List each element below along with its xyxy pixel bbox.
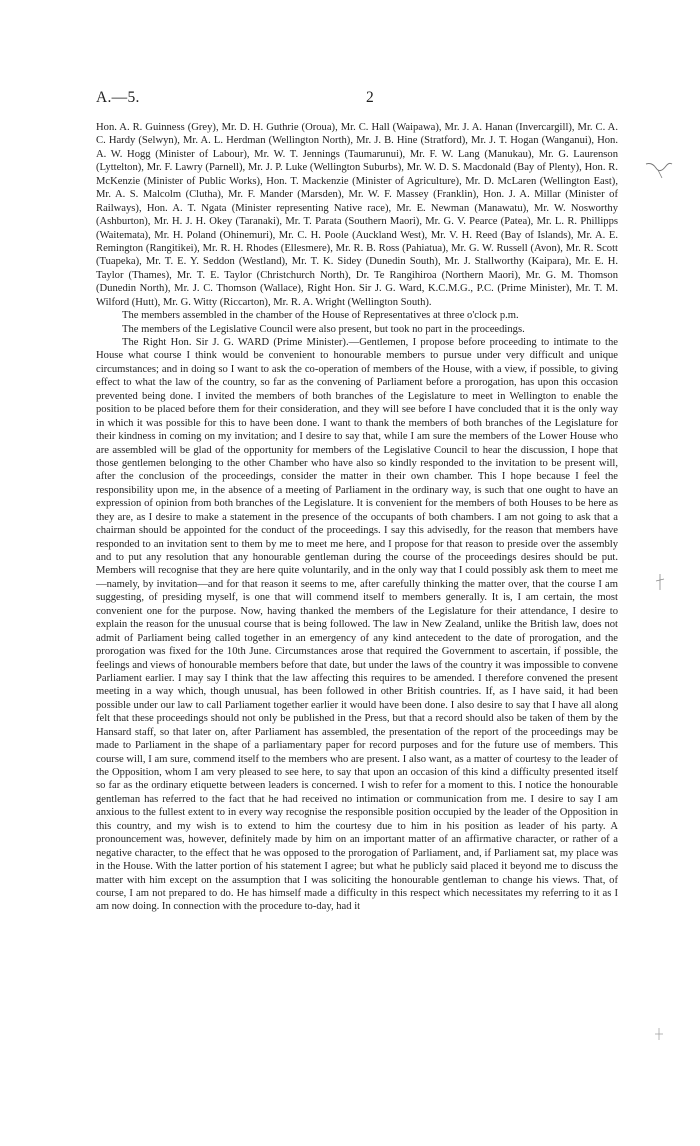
prime-minister-speech-paragraph: The Right Hon. Sir J. G. WARD (Prime Minister).—Gentlemen, I propose before proceeding to intimate to the House what course I think would be convenient to honourable members to pursue under very difficult and unique circumstances; and in doing so I want to ask the co-operation of members of the House, with a view, if possible, to giving effect to what the law of the country, so far as the convening of Parliament before a prorogation, has upon this occasion prevented being done. I invited the members of both branches of the Legislature to meet in Wellington to enable the position to be placed before them for their consideration, and they will see before I have concluded that it is the only way in which it was possible for this to have been done. I want to thank the members of both branches of the Legislature for their kindness in coming on my invitation; and I desire to say that, while I am sure the members of the Lower House who are assembled will be glad of the opportunity for members of the Legislative Council to hear the discussion, I hope that those gentlemen belonging to the other Chamber who have also so kindly responded to the invitation to be present will, after the conclusion of the proceedings, consider the matter in their own chamber. This I hope because I feel the responsibility upon me, in the absence of a meeting of Parliament in the ordinary way, is such that one ought to have an expression of opinion from both branches of the Legislature. It is convenient for the members of both Houses to be here as they are, as I desire to make a statement in the presence of the occupants of both chambers. I am not going to ask that a chairman should be appointed for the conduct of the proceedings. I say this advisedly, for the reason that members have responded to an invitation sent to them by me to meet me here, and I propose for that reason to preside over the assembly and to put any resolution that any honourable gentleman during the course of the proceedings desires should be put. Members will recognise that they are here quite voluntarily, and in the only way that I could possibly ask them to meet me—namely, by invitation—and for that reason it seems to me, after carefully thinking the matter over, that the course I am suggesting, of presiding myself, is one that will commend itself to members generally. It is, I am certain, the most convenient one for the purpose. Now, having thanked the members of the Legislature for their attendance, I desire to explain the reason for the unusual course that is being followed. The law in New Zealand, unlike the British law, does not admit of Parliament being called together in an emergency of any kind antecedent to the date of prorogation, and the prorogation was fixed for the 10th June. Circumstances arose that required the Government to ascertain, if possible, the feelings and views of honourable members before that date, but under the laws of the country it was impossible to convene Parliament earlier. I may say I think that the law affecting this requires to be amended. I therefore convened the present meeting in a way which, though unusual, has been followed in other British countries. If, as I have said, it had been possible under our law to call Parliament together earlier it would have been done. I also desire to say that I have all along felt that these proceedings should not only be published in the Press, but that a record should also be taken of them by the Hansard staff, so that later on, after Parliament has assembled, the presentation of the report of the proceedings may be made to Parliament in the shape of a parliamentary paper for record purposes and for the future use of members. This course will, I am sure, commend itself to the members who are present. I also want, as a matter of courtesy to the leader of the Opposition, whom I am very pleased to see here, to say that upon an occasion of this kind a difficulty presented itself so far as the ordinary etiquette between leaders is concerned. I wish to refer for a moment to this. I notice the honourable gentleman has referred to the fact that he had received no intimation or communication from me. I desire to say I am anxious to the fullest extent to in every way recognise the responsible position occupied by the leader of the Opposition in this country, and my wish is to extend to him the courtesy due to him in his position as leader of his party. A pronouncement was, however, definitely made by him on an important matter of an affirmative character, or rather of a negative character, to the effect that he was opposed to the prorogation of Parliament, and, if Parliament sat, my place was in the House. With the latter portion of his statement I agree; but what he publicly said placed it beyond me to discuss the matter with him except on the assumption that I was soliciting the honourable gentleman to change his views. That, of course, I am not prepared to do. He has himself made a difficulty in this respect which necessitates my referring to it as I am now doing. In connection with the procedure to-day, had it (96, 337, 618, 913)
margin-pencil-mark (644, 158, 674, 180)
members-list-paragraph: Hon. A. R. Guinness (Grey), Mr. D. H. Guthrie (Oroua), Mr. C. Hall (Waipawa), Mr. J. A. Hanan (Invercargill), Mr. C. A. C. Hardy (Selwyn), Mr. A. L. Herdman (Wellington North), Mr. J. B. Hine (Stratford), Mr. J. T. Hogan (Wanganui), Hon. A. W. Hogg (Minister of Labour), Mr. W. T. Jennings (Taumarunui), Mr. F. W. Lang (Manukau), Mr. G. Laurenson (Lyttelton), Mr. F. Lawry (Parnell), Mr. J. P. Luke (Wellington Suburbs), Mr. W. D. S. Macdonald (Bay of Plenty), Hon. R. McKenzie (Minister of Public Works), Hon. T. Mackenzie (Minister of Agriculture), Mr. D. McLaren (Wellington East), Mr. A. S. Malcolm (Clutha), Mr. F. Mander (Marsden), Mr. W. F. Massey (Franklin), Hon. J. A. Millar (Minister of Railways), Hon. A. T. Ngata (Minister representing Native race), Mr. E. Newman (Manawatu), Mr. W. Nosworthy (Ashburton), Mr. H. J. H. Okey (Taranaki), Mr. T. Parata (Southern Maori), Mr. G. V. Pearce (Patea), Mr. L. R. Phillipps (Waitemata), Mr. H. Poland (Ohinemuri), Mr. C. H. Poole (Auckland West), Mr. V. H. Reed (Bay of Islands), Mr. A. E. Remington (Rangitikei), Mr. R. H. Rhodes (Ellesmere), Mr. R. B. Ross (Pahiatua), Mr. G. W. Russell (Avon), Mr. R. Scott (Tuapeka), Mr. T. E. Y. Seddon (Westland), Mr. T. K. Sidey (Dunedin South), Mr. J. Stallworthy (Kaipara), Mr. E. H. Taylor (Thames), Mr. T. E. Taylor (Christchurch North), Dr. Te Rangihiroa (Northern Maori), Mr. G. M. Thomson (Dunedin North), Mr. J. C. Thomson (Wallace), Right Hon. Sir J. G. Ward, K.C.M.G., P.C. (Prime Minister), Mr. T. M. Wilford (Hutt), Mr. G. Witty (Riccarton), Mr. R. A. Wright (Wellington South). (96, 122, 618, 308)
body-text (96, 121, 618, 914)
page-number: 2 (366, 89, 374, 106)
assembly-paragraph: The members assembled in the chamber of the House of Representatives at three o'clock p.m. (122, 310, 519, 322)
margin-pencil-mark (652, 572, 668, 592)
document-reference: A.—5. (96, 89, 140, 106)
legislative-council-paragraph: The members of the Legislative Council were also present, but took no part in the proceedings. (122, 323, 525, 335)
margin-pencil-mark (652, 1026, 666, 1042)
page-header (96, 89, 618, 111)
